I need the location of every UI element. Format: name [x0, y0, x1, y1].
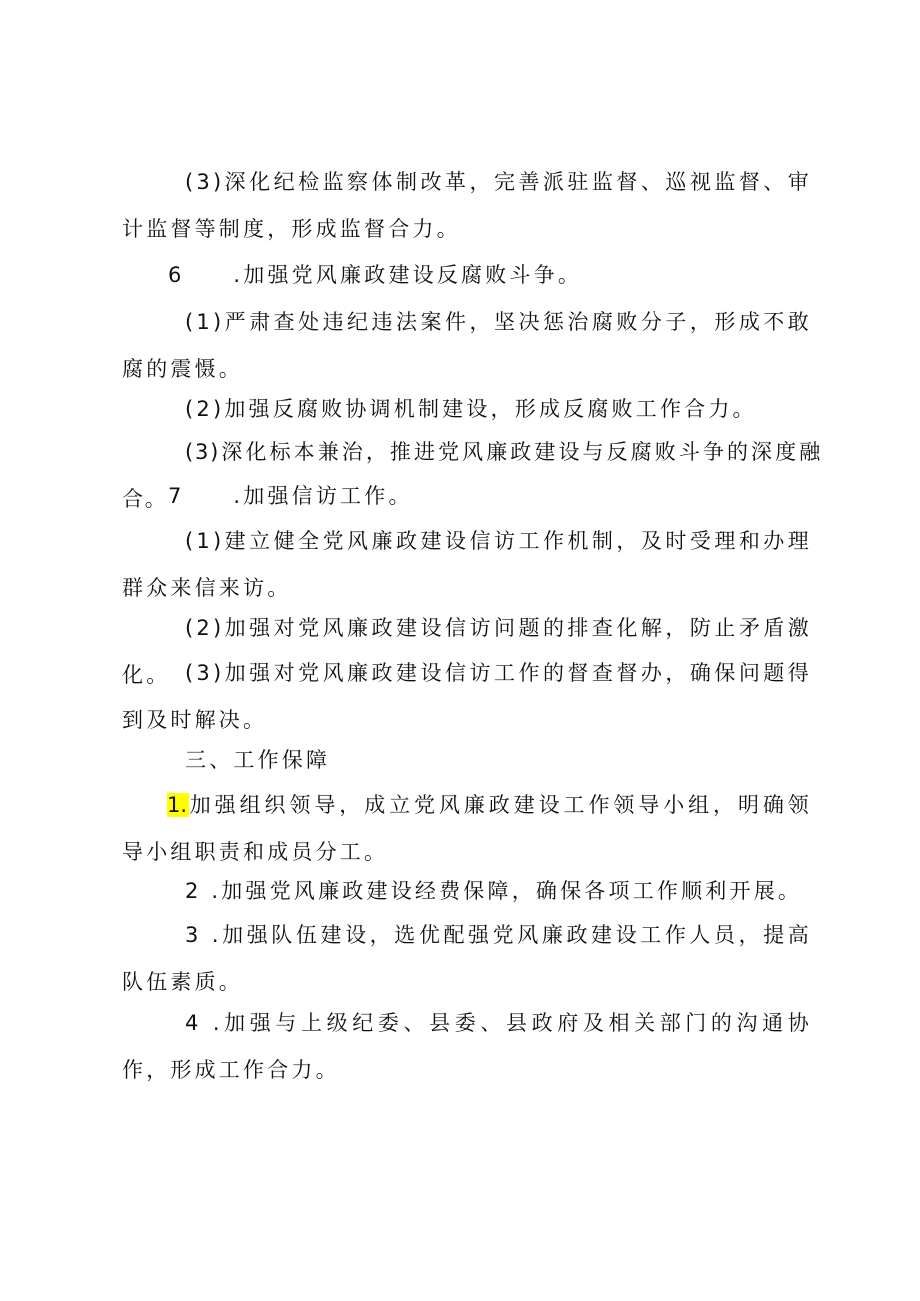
paragraph-7-1: (1)建立健全党风廉政建设信访工作机制，及时受理和办理群众来信来访。	[122, 529, 812, 600]
paragraph-3-2: 2 .加强党风廉政建设经费保障，确保各项工作顺利开展。	[185, 879, 803, 903]
paragraph-6-3: (3)深化标本兼治，推进党风廉政建设与反腐败斗争的深度融合。	[122, 440, 822, 511]
paragraph-5-3: (3)深化纪检监察体制改革，完善派驻监督、巡视监督、审计监督等制度，形成监督合力。	[122, 170, 812, 241]
heading-item-6	[168, 252, 818, 299]
section-heading-3: 三、工作保障	[185, 748, 331, 772]
item-number: 7	[168, 484, 182, 508]
heading-item-7	[168, 473, 818, 520]
item-heading-text: .加强信访工作。	[233, 484, 413, 508]
paragraph-3-3: 3 .加强队伍建设，选优配强党风廉政建设工作人员，提高队伍素质。	[122, 923, 812, 994]
paragraph-7-2: (2)加强对党风廉政建设信访问题的排查化解，防止矛盾激化。	[122, 616, 812, 687]
paragraph-6-2: (2)加强反腐败协调机制建设，形成反腐败工作合力。	[185, 397, 757, 421]
paragraph-7-3: (3)加强对党风廉政建设信访工作的督查督办，确保问题得到及时解决。	[122, 661, 812, 732]
item-heading-text: .加强党风廉政建设反腐败斗争。	[233, 263, 583, 287]
paragraph-3-1: 1.加强组织领导，成立党风廉政建设工作领导小组，明确领导小组职责和成员分工。	[122, 793, 812, 864]
item-number: 6	[168, 263, 182, 287]
paragraph-3-4: 4 .加强与上级纪委、县委、县政府及相关部门的沟通协作，形成工作合力。	[122, 1011, 812, 1082]
paragraph-6-1: (1)严肃查处违纪违法案件，坚决惩治腐败分子，形成不敢腐的震慑。	[122, 310, 812, 381]
highlighted-number: 1.	[167, 793, 188, 817]
